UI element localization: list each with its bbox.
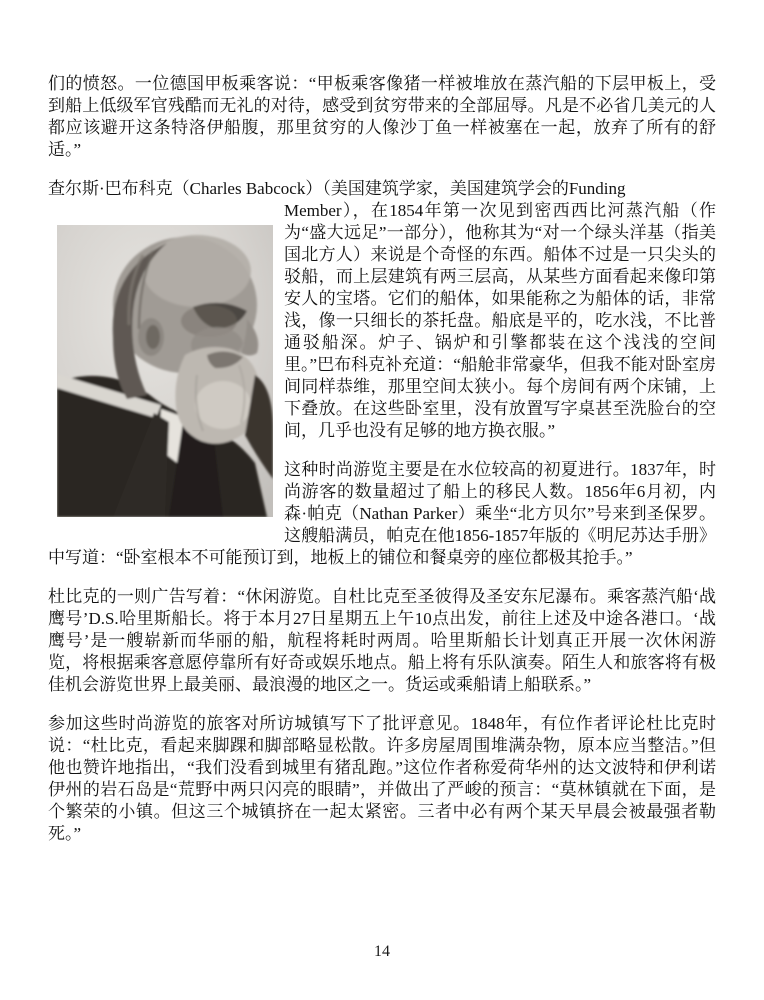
paragraph-excursion-season: 这种时尚游览主要是在水位较高的初夏进行。1837年，时尚游客的数量超过了船上的移民人数。1856年6月初，内森·帕克（Nathan Parker）乘坐“北方贝尔”号来到圣保罗。这艘船满员，帕克在他1856-1857年版的《明尼苏达手册》中写道：“卧室根本不可能预订到，地板上的铺位和餐桌旁的座位都极其抢手。” (48, 460, 716, 567)
paragraph-babcock-first-line: 查尔斯·巴布科克（Charles Babcock）（美国建筑学家，美国建筑学会的Funding (48, 179, 626, 198)
paragraph-dubuque-advertisement: 杜比克的一则广告写着：“休闲游览。自杜比克至圣彼得及圣安东尼瀑布。乘客蒸汽船‘战鹰号’D.S.哈里斯船长。将于本月27日星期五上午10点出发，前往上述及中途各港口。‘战鹰号’是一艘崭新而华丽的船，航程将耗时两周。哈里斯船长计划真正开展一次休闲游览，将根据乘客意愿停靠所有好奇或娱乐地点。船上将有乐队演奏。陌生人和旅客将有极佳机会游览世界上最美丽、最浪漫的地区之一。货运或乘船请上船联系。” (48, 587, 716, 694)
paragraph-deck-passenger-quote: 们的愤怒。一位德国甲板乘客说：“甲板乘客像猪一样被堆放在蒸汽船的下层甲板上，受到船上低级军官残酷而无礼的对待，感受到贫穷带来的全部屈辱。凡是不必省几美元的人都应该避开这条特洛伊船腹，那里贫穷的人像沙丁鱼一样被塞在一起，放弃了所有的舒适。” (48, 74, 716, 159)
page-number: 14 (374, 943, 390, 960)
page-content (48, 73, 716, 862)
paragraph-babcock-text: Member），在1854年第一次见到密西西比河蒸汽船（作为“盛大远足”一部分），他称其为“对一个绿头洋基（指美国北方人）来说是个奇怪的东西。船体不过是一只尖头的驳船，而上层建筑有两三层高，从某些方面看起来像印第安人的宝塔。它们的船体，如果能称之为船体的话，非常浅，像一只细长的茶托盘。船底是平的，吃水浅，不比普通驳船深。炉子、锅炉和引擎都装在这个浅浅的空间里。”巴布科克补充道：“船舱非常豪华，但我不能对卧室房间同样恭维，那里空间太狭小。每个房间有两个床铺，上下叠放。在这些卧室里，没有放置写字桌甚至洗脸台的空间，几乎也没有足够的地方换衣服。” (284, 201, 716, 440)
portrait-photo (57, 225, 273, 517)
paragraph-babcock-body (48, 200, 716, 442)
paragraph-town-criticism: 参加这些时尚游览的旅客对所访城镇写下了批评意见。1848年，有位作者评论杜比克时说：“杜比克，看起来脚踝和脚部略显松散。许多房屋周围堆满杂物，原本应当整洁。”但他也赞许地指出，“我们没看到城里有猪乱跑。”这位作者称爱荷华州的达文波特和伊利诺伊州的岩石岛是“荒野中两只闪亮的眼睛”，并做出了严峻的预言：“莫林镇就在下面，是个繁荣的小镇。但这三个城镇挤在一起太紧密。三者中必有两个某天早晨会被最强者勒死。” (48, 714, 716, 843)
portrait-photo-illustration (57, 225, 273, 517)
